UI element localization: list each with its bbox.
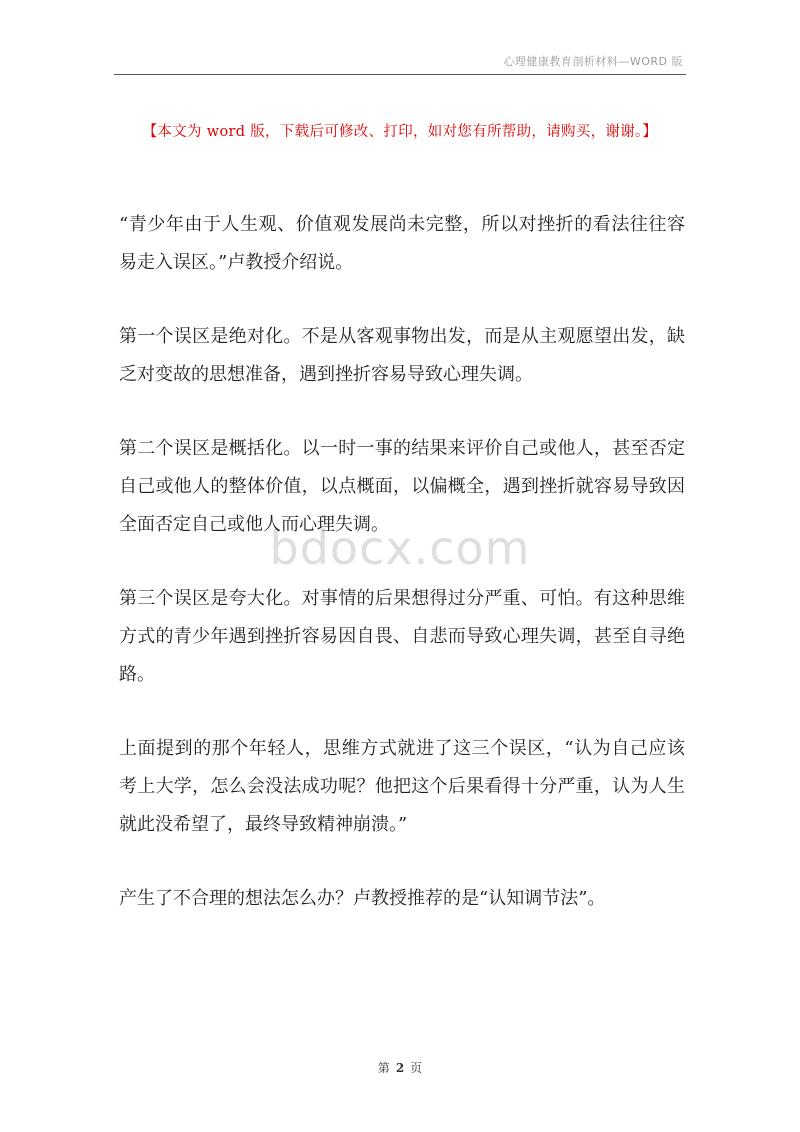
page-suffix: 页 — [410, 1061, 423, 1075]
paragraph: “青少年由于人生观、价值观发展尚未完整，所以对挫折的看法往往容易走入误区。”卢教授介绍说。 — [119, 214, 685, 273]
page-prefix: 第 — [377, 1061, 390, 1075]
header-divider — [114, 74, 686, 75]
page-number: 2 — [395, 1061, 405, 1075]
watermark: bdocx.com — [269, 521, 531, 575]
paragraph: 第二个误区是概括化。以一时一事的结果来评价自己或他人，甚至否定自己或他人的整体价值，以点概面，以偏概全，遇到挫折就容易导致因全面否定自己或他人而心理失调。 — [119, 438, 685, 535]
paragraph: 上面提到的那个年轻人，思维方式就进了这三个误区，“认为自己应该考上大学，怎么会没法成功呢？他把这个后果看得十分严重，认为人生就此没希望了，最终导致精神崩溃。” — [119, 738, 685, 835]
download-notice: 【本文为 word 版，下载后可修改、打印，如对您有所帮助，请购买，谢谢。】 — [142, 124, 658, 140]
paragraph: 第三个误区是夸大化。对事情的后果想得过分严重、可怕。有这种思维方式的青少年遇到挫折容易因自畏、自悲而导致心理失调，甚至自寻绝路。 — [119, 588, 685, 685]
document-body — [119, 206, 685, 954]
paragraph: 产生了不合理的想法怎么办？卢教授推荐的是“认知调节法”。 — [119, 888, 606, 909]
page-footer — [0, 1059, 800, 1076]
paragraph: 第一个误区是绝对化。不是从客观事物出发，而是从主观愿望出发，缺乏对变故的思想准备，遇到挫折容易导致心理失调。 — [119, 326, 685, 385]
document-header-title: 心理健康教育剖析材料—WORD 版 — [503, 55, 683, 68]
